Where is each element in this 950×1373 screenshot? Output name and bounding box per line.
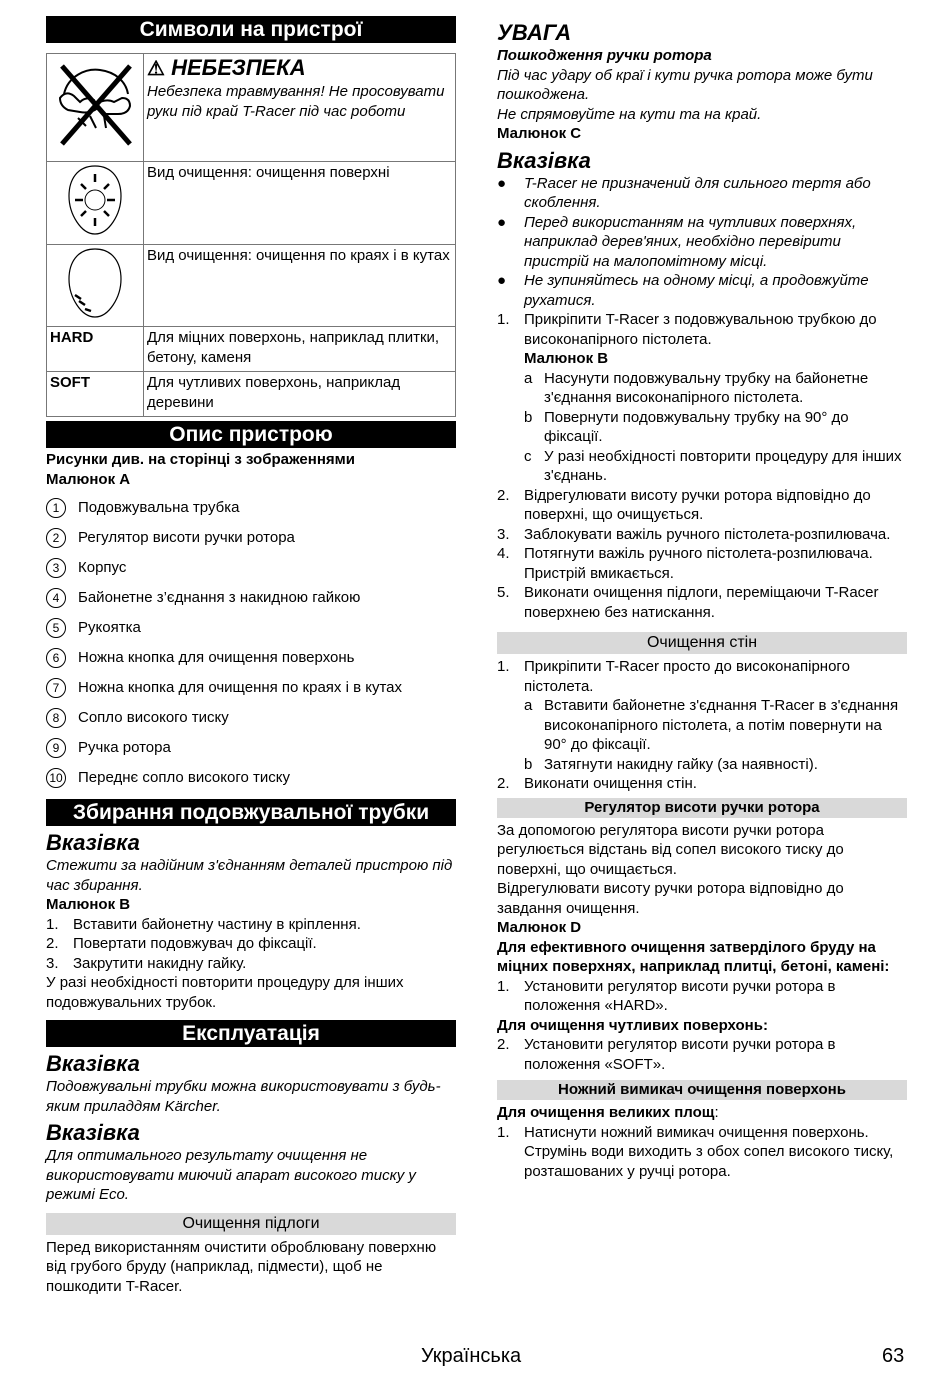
component-label: Регулятор висоти ручки ротора <box>78 529 295 547</box>
assembly-note-text: Стежити за надійним з'єднанням деталей пристрою під час збирання. <box>46 857 453 894</box>
foot-intro-line <box>497 1103 907 1123</box>
surface-symbol-cell <box>47 162 144 245</box>
note-bullet <box>497 213 907 272</box>
step-number: 5. <box>497 584 510 601</box>
step-number: 2. <box>497 1036 510 1053</box>
substep-letter: a <box>524 369 533 387</box>
step-number: 3. <box>497 525 510 543</box>
step-text: Виконати очищення стін. <box>524 775 697 792</box>
step-text: Вставити байонетну частину в кріплення. <box>73 915 361 933</box>
component-label: Рукоятка <box>78 619 141 637</box>
step-number: 1. <box>497 977 510 995</box>
step-text: Прикріпити T-Racer просто до високонапірного пістолета. <box>524 658 850 695</box>
danger-title: НЕБЕЗПЕКА <box>171 55 306 80</box>
operation-step <box>497 583 907 622</box>
component-item <box>46 613 456 643</box>
right-column <box>497 20 907 1181</box>
caution-title: УВАГА <box>497 20 572 45</box>
danger-title-row <box>147 55 452 82</box>
no-hands-icon <box>50 54 140 154</box>
soft-label: SOFT <box>47 372 144 417</box>
assembly-step <box>46 954 456 974</box>
substep-letter: a <box>524 697 533 714</box>
warning-triangle-icon: ⚠ <box>147 58 165 80</box>
step-text: Заблокувати важіль ручного пістолета-розпилювача. <box>524 525 891 543</box>
operation-substep <box>497 369 907 408</box>
component-list <box>46 493 456 793</box>
assembly-heading: Збирання подовжувальної трубки <box>46 799 456 826</box>
operation-step <box>497 310 907 349</box>
walls-step <box>497 657 907 696</box>
hard-intro: Для ефективного очищення затверділого бруду на міцних поверхнях, наприклад плитці, бетоні, камені: <box>497 938 890 975</box>
substep-text: Затягнути накидну гайку (за наявності). <box>544 755 818 773</box>
height-figure-ref: Малюнок D <box>497 919 582 936</box>
surface-cell: Вид очищення: очищення поверхні <box>144 162 456 245</box>
operation-substep <box>497 408 907 447</box>
edge-cleaning-icon <box>65 245 125 321</box>
walls-substep <box>497 755 907 775</box>
page-number: 63 <box>882 1345 905 1367</box>
caution-text-2: Не спрямовуйте на кути та на край. <box>497 105 762 123</box>
bullet-dot: ● <box>497 213 507 231</box>
symbols-heading: Символи на пристрої <box>46 16 456 43</box>
item-number-circle: 9 <box>46 738 66 758</box>
height-text-1: За допомогою регулятора висоти ручки ротора регулюється відстань від сопел високого тиску до поверхні, що очищається. <box>497 821 844 878</box>
substep-text: Насунути подовжувальну трубку на байонетне з'єднання високонапірного пістолета. <box>544 369 869 406</box>
step-number: 4. <box>497 545 510 562</box>
component-label: Ножна кнопка для очищення поверхонь <box>78 649 355 667</box>
bullet-text: Перед використанням на чутливих поверхнях, наприклад дерев'яних, необхідно перевірити пристрій на малопомітному місці. <box>524 213 857 270</box>
operation-heading: Експлуатація <box>46 1020 456 1047</box>
step-text: Прикріпити T-Racer з подовжувальною трубкою до високонапірного пістолета. <box>524 311 877 348</box>
foot-step <box>497 1123 907 1182</box>
description-intro: Рисунки див. на сторінці з зображеннями <box>46 451 355 468</box>
note-title: Вказівка <box>497 147 591 173</box>
hard-text: Для міцних поверхонь, наприклад плитки, бетону, каменя <box>144 327 456 372</box>
edges-cell: Вид очищення: очищення по краях і в кутах <box>144 244 456 327</box>
operation-step <box>497 525 907 545</box>
component-item <box>46 493 456 523</box>
step-text: Повертати подовжувач до фіксації. <box>73 935 317 952</box>
item-number-circle: 7 <box>46 678 66 698</box>
substep-letter: b <box>524 408 533 426</box>
item-number-circle: 2 <box>46 528 66 548</box>
foot-switch-heading: Ножний вимикач очищення поверхонь <box>497 1080 907 1100</box>
floor-text: Перед використанням очистити оброблювану поверхню від грубого бруду (наприклад, підмести), щоб не пошкодити T-Racer. <box>46 1238 437 1295</box>
step-number: 2. <box>46 935 59 952</box>
footer-language: Українська <box>421 1345 522 1367</box>
walls-step <box>497 774 907 794</box>
component-label: Ножна кнопка для очищення по краях і в кутах <box>78 679 403 697</box>
step-text: Установити регулятор висоти ручки ротора в положення «HARD». <box>524 977 836 1014</box>
component-item <box>46 673 456 703</box>
note-bullet <box>497 174 907 213</box>
hard-label: HARD <box>47 327 144 372</box>
height-text-2: Відрегулювати висоту ручки ротора відповідно до завдання очищення. <box>497 880 844 917</box>
foot-intro-colon: : <box>714 1104 719 1121</box>
bullet-text: T-Racer не призначений для сильного тертя або скоблення. <box>524 174 871 211</box>
component-item <box>46 523 456 553</box>
component-item <box>46 763 456 793</box>
left-column <box>46 16 456 1296</box>
step-number: 2. <box>497 486 510 504</box>
component-item <box>46 643 456 673</box>
item-number-circle: 8 <box>46 708 66 728</box>
operation-step <box>497 486 907 525</box>
description-heading: Опис пристрою <box>46 421 456 448</box>
operation-note2-title: Вказівка <box>46 1120 140 1145</box>
item-number-circle: 4 <box>46 588 66 608</box>
component-item <box>46 553 456 583</box>
step-text: Відрегулювати висоту ручки ротора відповідно до поверхні, що очищується. <box>524 486 871 523</box>
symbols-table <box>46 53 456 417</box>
foot-intro: Для очищення великих площ <box>497 1104 715 1121</box>
step4-result: Пристрій вмикається. <box>524 564 674 582</box>
substep-text: Вставити байонетне з'єднання T-Racer в з'єднання високонапірного пістолета, а потім повернути на 90° до фіксації. <box>544 697 899 753</box>
danger-text: Небезпека травмування! Не просовувати руки під край T-Racer під час роботи <box>147 83 445 120</box>
component-item <box>46 583 456 613</box>
step-number: 1. <box>46 915 59 933</box>
operation-note2-text: Для оптимального результату очищення не використовувати миючий апарат високого тиску у режимі Eco. <box>46 1147 416 1203</box>
operation-substep <box>497 447 907 486</box>
component-label: Байонетне з’єднання з накидною гайкою <box>78 589 361 607</box>
component-label: Подовжувальна трубка <box>78 499 240 517</box>
step-text: Закрутити накидну гайку. <box>73 954 247 972</box>
soft-intro: Для очищення чутливих поверхонь: <box>497 1016 768 1034</box>
component-label: Корпус <box>78 559 127 577</box>
operation-note1-text: Подовжувальні трубки можна використовувати з будь-яким приладдям Kärcher. <box>46 1078 441 1115</box>
note-bullet <box>497 271 907 310</box>
component-item <box>46 733 456 763</box>
substep-letter: c <box>524 447 532 465</box>
item-number-circle: 3 <box>46 558 66 578</box>
step-number: 2. <box>497 775 510 792</box>
step-text: Натиснути ножний вимикач очищення поверхонь. Струмінь води виходить з обох сопел високого тиску, розташованих у ручці ротора. <box>524 1123 894 1180</box>
step-number: 1. <box>497 311 510 328</box>
assembly-after-text: У разі необхідності повторити процедуру для інших подовжувальних трубок. <box>46 974 404 1011</box>
caution-figure-ref: Малюнок C <box>497 125 582 142</box>
step-number: 1. <box>497 658 510 675</box>
item-number-circle: 1 <box>46 498 66 518</box>
floor-heading: Очищення підлоги <box>46 1213 456 1235</box>
bullet-dot: ● <box>497 272 507 289</box>
bullet-dot: ● <box>497 174 507 192</box>
step-text: Потягнути важіль ручного пістолета-розпилювача. <box>524 545 873 562</box>
edges-symbol-cell <box>47 244 144 327</box>
component-label: Переднє сопло високого тиску <box>78 769 290 787</box>
item-number-circle: 10 <box>46 768 66 788</box>
walls-heading: Очищення стін <box>497 632 907 654</box>
assembly-step <box>46 915 456 935</box>
danger-symbol-cell <box>47 54 144 162</box>
soft-step <box>497 1035 907 1074</box>
bullet-text: Не зупиняйтесь на одному місці, а продовжуйте рухатися. <box>524 272 869 309</box>
item-number-circle: 5 <box>46 618 66 638</box>
hard-step <box>497 977 907 1016</box>
operation-note1-title: Вказівка <box>46 1051 140 1076</box>
step-number: 1. <box>497 1123 510 1141</box>
substep-text: У разі необхідності повторити процедуру для інших з'єднань. <box>544 447 902 484</box>
danger-cell <box>144 54 456 162</box>
surface-cleaning-icon <box>65 162 125 238</box>
operation-step <box>497 544 907 564</box>
component-label: Ручка ротора <box>78 739 171 757</box>
substep-text: Повернути подовжувальну трубку на 90° до фіксації. <box>544 408 849 445</box>
substep-letter: b <box>524 755 533 773</box>
assembly-figure-ref: Малюнок B <box>46 896 131 913</box>
assembly-note-title: Вказівка <box>46 830 140 855</box>
step1-figure-ref: Малюнок B <box>524 350 609 367</box>
assembly-step <box>46 934 456 954</box>
step-text: Виконати очищення підлоги, переміщаючи T-Racer поверхнею без натискання. <box>524 584 879 621</box>
soft-text: Для чутливих поверхонь, наприклад деревини <box>144 372 456 417</box>
component-item <box>46 703 456 733</box>
item-number-circle: 6 <box>46 648 66 668</box>
step-text: Установити регулятор висоти ручки ротора в положення «SOFT». <box>524 1036 836 1073</box>
step-number: 3. <box>46 954 59 972</box>
caution-subtitle: Пошкодження ручки ротора <box>497 47 712 64</box>
component-label: Сопло високого тиску <box>78 709 229 727</box>
walls-substep <box>497 696 907 755</box>
height-heading: Регулятор висоти ручки ротора <box>497 798 907 818</box>
description-figure-ref: Малюнок A <box>46 470 131 488</box>
caution-text: Під час удару об краї і кути ручка ротора може бути пошкоджена. <box>497 66 873 103</box>
